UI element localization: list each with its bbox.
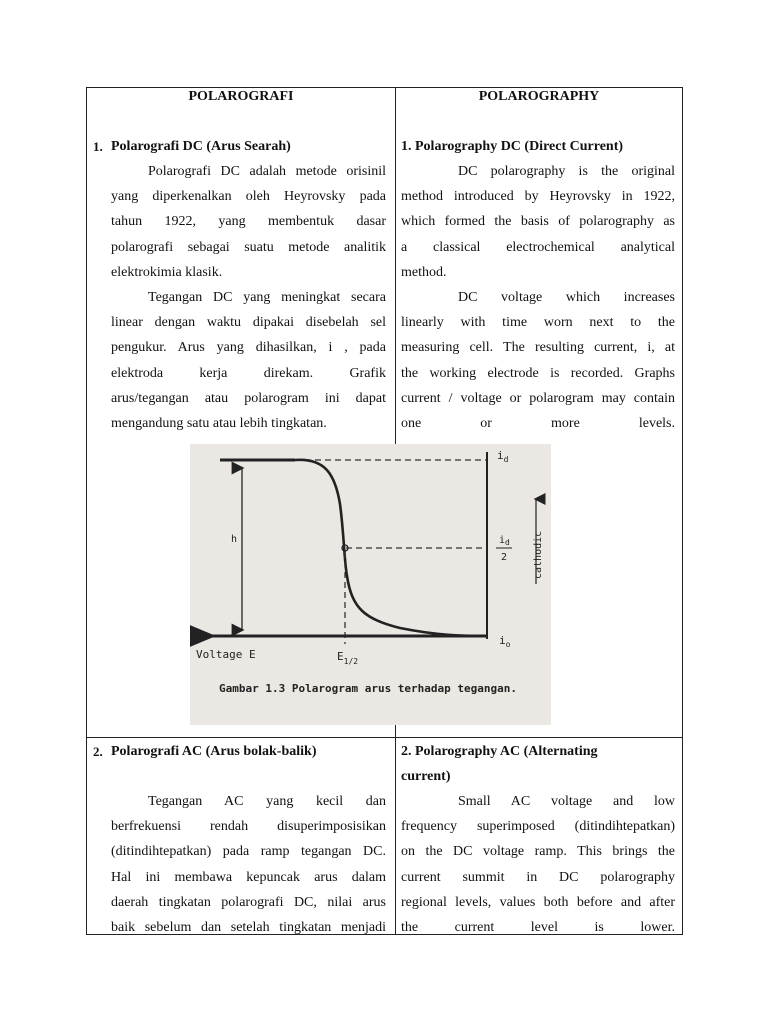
voltage-label: Voltage E [196, 648, 256, 661]
text-line: berfrekuensi rendah disuperimposisikan [111, 819, 386, 835]
section1-right-title: 1. Polarography DC (Direct Current) [401, 139, 624, 154]
section2-left-para [111, 789, 386, 940]
row-divider [86, 737, 683, 738]
text-line: linear dengan waktu dipakai disebelah sel [111, 315, 386, 331]
text-line: Small AC voltage and low [458, 794, 675, 809]
section2-right-title-line2: current) [401, 769, 451, 784]
polarogram-figure [190, 444, 551, 725]
section2-right-para [401, 789, 675, 940]
id-half-label: $i_d$ [499, 535, 510, 547]
section1-left-title: Polarografi DC (Arus Searah) [111, 139, 291, 154]
text-line: baik sebelum dan setelah tingkatan menjadi [111, 920, 386, 936]
text-line: tahun 1922, yang membentuk dasar [111, 214, 386, 230]
section2-right-title-line1: 2. Polarography AC (Alternating [401, 744, 598, 759]
text-line: regional levels, values both before and after [401, 894, 675, 910]
text-line: arus/tegangan atau polarogram ini dapat [111, 390, 386, 406]
section1-right-para2 [401, 285, 675, 436]
io-label: $i_o$ [499, 634, 511, 649]
text-line: one or more levels. [401, 416, 675, 432]
text-line: frequency superimposed (ditindihtepatkan) [401, 819, 675, 835]
section1-number: 1. [93, 139, 103, 154]
text-line: on the DC voltage ramp. This brings the [401, 844, 675, 860]
column-divider-bottom [395, 737, 396, 934]
section2-left-title: Polarografi AC (Arus bolak-balik) [111, 744, 317, 759]
text-line: which formed the basis of polarography as [401, 214, 675, 230]
section1-left-para2 [111, 285, 386, 436]
text-line: the working electrode is recorded. Graphs [401, 365, 675, 381]
text-line: elektrokimia klasik. [111, 264, 223, 280]
polarogram-diagram [190, 444, 551, 725]
text-line: current / voltage or polarogram may contain [401, 390, 675, 406]
text-line: elektroda kerja direkam. Grafik [111, 365, 386, 381]
text-line: yang diperkenalkan oleh Heyrovsky pada [111, 189, 386, 205]
section1-left-para1 [111, 159, 386, 285]
text-line: Polarografi DC adalah metode orisinil [148, 164, 386, 179]
cathodic-label: cathodic [533, 530, 544, 579]
text-line: the current level is lower. [401, 920, 675, 936]
text-line: a classical electrochemical analytical [401, 239, 675, 255]
h-label: h [231, 534, 238, 545]
id-half-denominator: 2 [501, 552, 508, 563]
text-line: polarografi sebagai suatu metode analitik [111, 239, 386, 255]
text-line: measuring cell. The resulting current, i, at [401, 340, 675, 356]
text-line: Hal ini membawa kepuncak arus dalam [111, 869, 386, 885]
section1-right-para1 [401, 159, 675, 285]
text-line: linearly with time worn next to the [401, 315, 675, 331]
id-top-label: $i_d$ [497, 449, 509, 464]
section2-number: 2. [93, 744, 103, 759]
text-line: DC polarography is the original [458, 164, 675, 179]
text-line: DC voltage which increases [458, 290, 675, 305]
text-line: method. [401, 264, 447, 280]
text-line: mengandung satu atau lebih tingkatan. [111, 416, 327, 432]
text-line: (ditindihtepatkan) pada ramp tegangan DC. [111, 844, 386, 860]
text-line: Tegangan AC yang kecil dan [148, 794, 386, 809]
text-line: daerah tingkatan polarografi DC, nilai arus [111, 894, 386, 910]
figure-caption: Gambar 1.3 Polarogram arus terhadap tegangan. [219, 682, 518, 695]
text-line: method introduced by Heyrovsky in 1922, [401, 189, 675, 205]
text-line: pengukur. Arus yang dihasilkan, i , pada [111, 340, 386, 356]
header-left: POLAROGRAFI [188, 89, 294, 104]
header-right: POLAROGRAPHY [478, 89, 600, 104]
text-line: current summit in DC polarography [401, 869, 675, 885]
text-line: Tegangan DC yang meningkat secara [148, 290, 386, 305]
e-half-label: $E_{1/2}$ [337, 650, 359, 666]
